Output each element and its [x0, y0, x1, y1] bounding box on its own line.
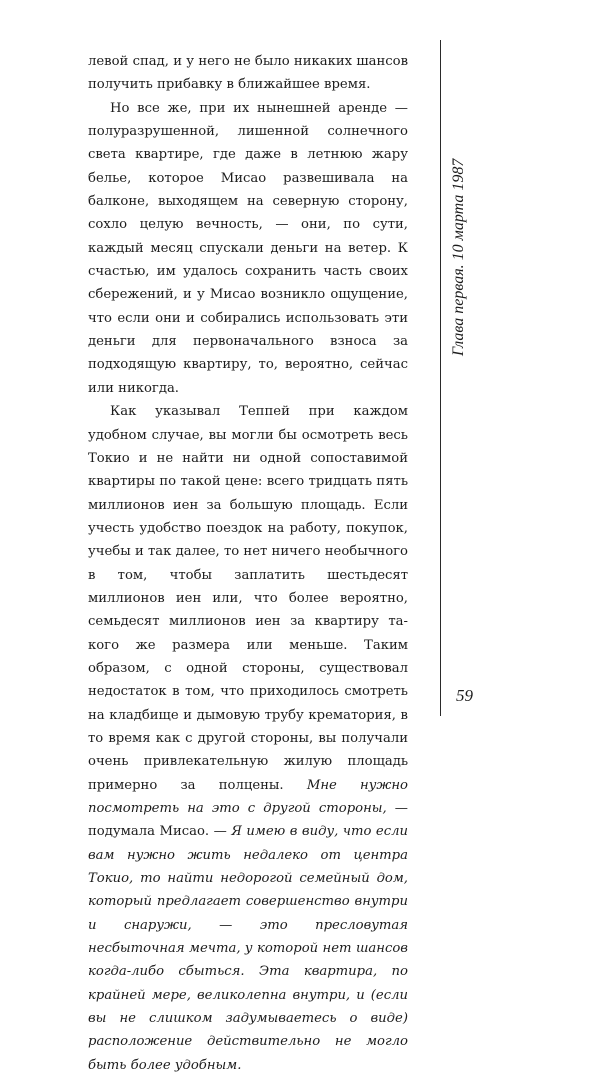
- text-run: — подумала Мисао. —: [88, 801, 408, 840]
- paragraph: [88, 50, 408, 97]
- page-number: 59: [456, 686, 473, 705]
- italic-text: Я имею в виду, что если вам нужно жить недалеко от центра Токио, то найти недорогой семейный дом, который предлагает совершенство внутри и снаружи,: [88, 824, 408, 933]
- paragraph: [88, 97, 408, 400]
- margin-rule: [440, 40, 441, 716]
- text-run: левой спад, и у него не было никаких шансов получить прибавку в ближайшее время.: [88, 54, 408, 93]
- text-run: —: [191, 917, 260, 933]
- italic-text: Мне нужно посмотреть на это с другой стороны,: [88, 777, 408, 816]
- body-text: [88, 50, 408, 1077]
- text-run: Но все же, при их нынешней аренде — полуразрушенной, лишенной солнечного света квартире, где даже в летнюю жару белье, которое Мисао развешивала на балконе, выходящем на северную сторону, сохло целую вечность, — они, по сути, каждый месяц спускали деньги на ветер. К счастью, им удалось сохранить часть своих сбережений, и у Мисао возникло ощущение, что если они и собирались использовать эти деньги для первоначального взноса за подходящую квартиру, то, вероятно, сейчас или никогда.: [88, 100, 408, 396]
- italic-text: это пресловутая несбыточная мечта, у которой нет шансов когда-либо сбыться. Эта квартира, по крайней мере, великолепна внутри, и (если вы не слишком задумываетесь о виде) расположение действительно не могло быть более удобным.: [88, 917, 408, 1073]
- paragraph: [88, 400, 408, 1077]
- running-head: [448, 56, 470, 356]
- running-head-text: Глава первая. 10 марта 1987: [450, 158, 467, 356]
- text-run: Как указывал Теппей при каждом удобном случае, вы могли бы осмотреть весь Токио и не найти ни одной сопоставимой квартиры по такой цене: всего тридцать пять миллионов иен за большую площадь. Если учесть удобство поездок на работу, покупок, учебы и так далее, то нет ничего необычного в том, чтобы заплатить шестьдесят миллионов иен или, что более вероятно, семьдесят миллионов иен за квартиру такого же размера или меньше. Таким образом, с одной стороны, существовал недостаток в том, что приходилось смотреть на кладбище и дымовую трубу крематория, в то время как с другой стороны, вы получали очень привлекательную жилую площадь примерно за полцены.: [88, 404, 408, 793]
